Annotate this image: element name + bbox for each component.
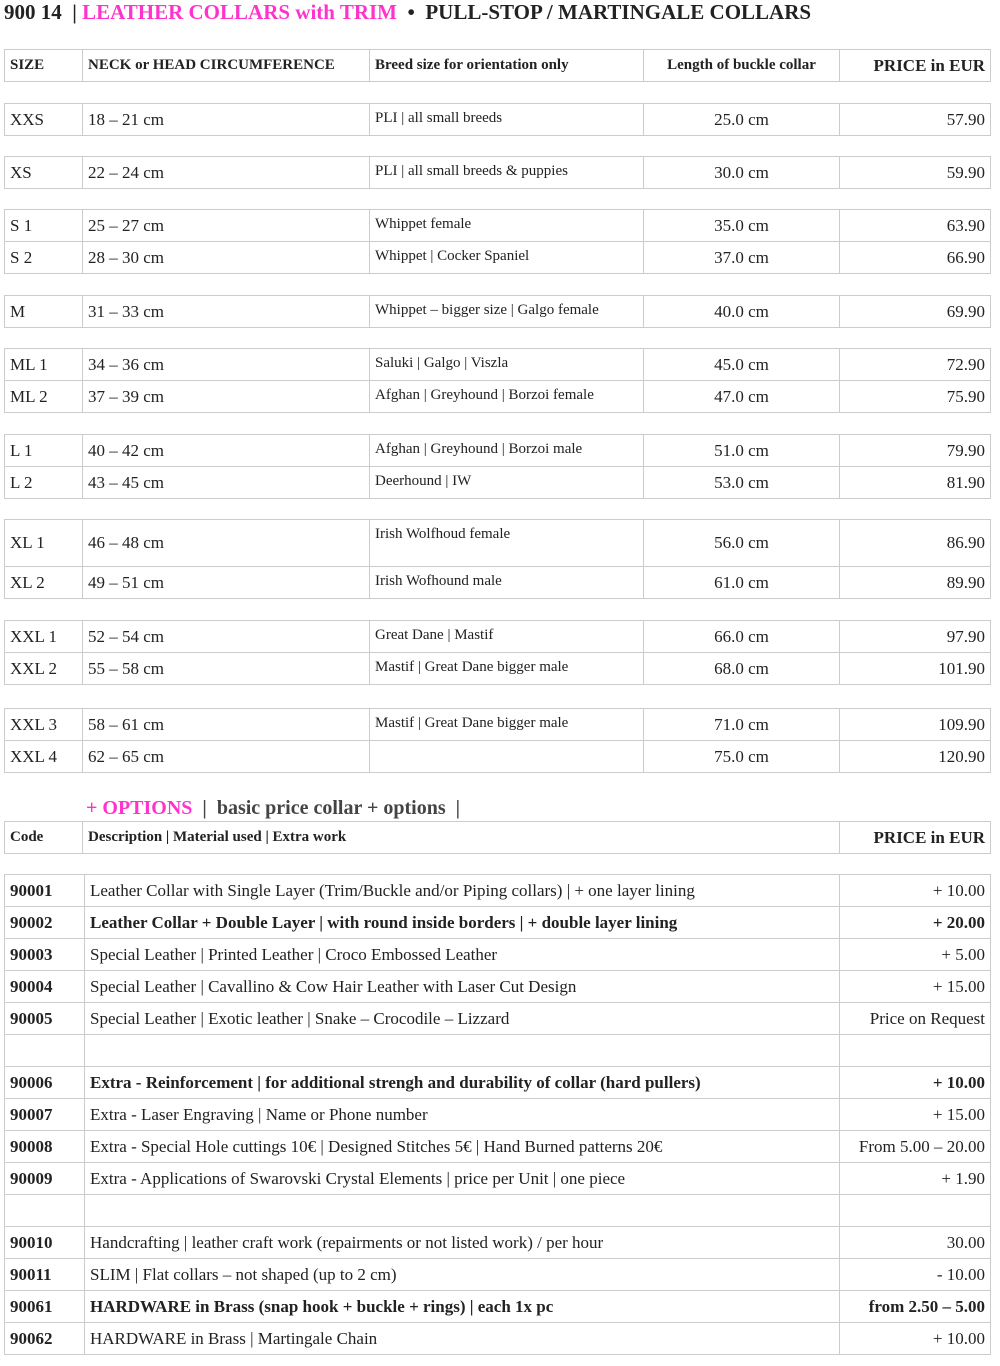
- breed-cell: Whippet female: [370, 210, 644, 242]
- length-cell: 56.0 cm: [644, 520, 840, 567]
- breed-cell: Afghan | Greyhound | Borzoi female: [370, 381, 644, 413]
- neck-cell: 34 – 36 cm: [83, 349, 370, 381]
- option-price: + 20.00: [840, 907, 991, 939]
- size-cell: L 1: [5, 435, 83, 467]
- price-cell: 79.90: [840, 435, 991, 467]
- option-price: + 5.00: [840, 939, 991, 971]
- size-group: [4, 156, 991, 189]
- breed-cell: Saluki | Galgo | Viszla: [370, 349, 644, 381]
- size-row: [5, 467, 991, 499]
- size-cell: S 1: [5, 210, 83, 242]
- header-length: Length of buckle collar: [644, 50, 840, 82]
- option-description: Handcrafting | leather craft work (repairments or not listed work) / per hour: [85, 1227, 840, 1259]
- option-code: 90008: [5, 1131, 85, 1163]
- neck-cell: 22 – 24 cm: [83, 157, 370, 189]
- size-row: [5, 157, 991, 189]
- size-row: [5, 242, 991, 274]
- price-cell: 86.90: [840, 520, 991, 567]
- size-row: [5, 653, 991, 685]
- length-cell: 35.0 cm: [644, 210, 840, 242]
- size-cell: XL 1: [5, 520, 83, 567]
- length-cell: 40.0 cm: [644, 296, 840, 328]
- price-cell: 75.90: [840, 381, 991, 413]
- price-cell: 109.90: [840, 709, 991, 741]
- header-breed: Breed size for orientation only: [370, 50, 644, 82]
- size-cell: ML 2: [5, 381, 83, 413]
- breed-cell: PLI | all small breeds & puppies: [370, 157, 644, 189]
- option-row: [5, 875, 991, 907]
- option-price: + 15.00: [840, 1099, 991, 1131]
- breed-cell: Whippet – bigger size | Galgo female: [370, 296, 644, 328]
- length-cell: 53.0 cm: [644, 467, 840, 499]
- options-title: [86, 797, 460, 820]
- neck-cell: 25 – 27 cm: [83, 210, 370, 242]
- title-separator: |: [72, 0, 77, 24]
- option-row: [5, 907, 991, 939]
- price-cell: 57.90: [840, 104, 991, 136]
- size-cell: XXL 2: [5, 653, 83, 685]
- size-row: [5, 381, 991, 413]
- price-cell: 89.90: [840, 567, 991, 599]
- neck-cell: 40 – 42 cm: [83, 435, 370, 467]
- option-code: 90006: [5, 1067, 85, 1099]
- price-cell: 66.90: [840, 242, 991, 274]
- size-group: [4, 519, 991, 599]
- size-row: [5, 567, 991, 599]
- option-code: 90004: [5, 971, 85, 1003]
- option-code: 90001: [5, 875, 85, 907]
- option-price: From 5.00 – 20.00: [840, 1131, 991, 1163]
- page-title: [4, 0, 811, 25]
- options-header-description: Description | Material used | Extra work: [83, 822, 840, 854]
- size-row: [5, 709, 991, 741]
- length-cell: 25.0 cm: [644, 104, 840, 136]
- option-description: Extra - Reinforcement | for additional strengh and durability of collar (hard pullers): [85, 1067, 840, 1099]
- price-cell: 101.90: [840, 653, 991, 685]
- size-cell: S 2: [5, 242, 83, 274]
- option-description: [85, 1195, 840, 1227]
- size-cell: XXL 3: [5, 709, 83, 741]
- breed-cell: Deerhound | IW: [370, 467, 644, 499]
- length-cell: 66.0 cm: [644, 621, 840, 653]
- option-code: 90010: [5, 1227, 85, 1259]
- option-code: 90009: [5, 1163, 85, 1195]
- size-group: [4, 620, 991, 685]
- size-group: [4, 348, 991, 413]
- neck-cell: 49 – 51 cm: [83, 567, 370, 599]
- option-code: 90003: [5, 939, 85, 971]
- size-row: [5, 210, 991, 242]
- size-group: [4, 434, 991, 499]
- size-cell: XXL 1: [5, 621, 83, 653]
- option-description: Special Leather | Cavallino & Cow Hair Leather with Laser Cut Design: [85, 971, 840, 1003]
- option-row: [5, 971, 991, 1003]
- size-cell: ML 1: [5, 349, 83, 381]
- option-row: [5, 1259, 991, 1291]
- price-cell: 59.90: [840, 157, 991, 189]
- breed-cell: Great Dane | Mastif: [370, 621, 644, 653]
- size-group: [4, 708, 991, 773]
- price-cell: 69.90: [840, 296, 991, 328]
- option-code: 90011: [5, 1259, 85, 1291]
- option-price: + 10.00: [840, 1067, 991, 1099]
- breed-cell: PLI | all small breeds: [370, 104, 644, 136]
- option-price: [840, 1195, 991, 1227]
- length-cell: 37.0 cm: [644, 242, 840, 274]
- option-price: 30.00: [840, 1227, 991, 1259]
- length-cell: 61.0 cm: [644, 567, 840, 599]
- size-cell: M: [5, 296, 83, 328]
- option-spacer-row: [5, 1195, 991, 1227]
- size-group: [4, 295, 991, 328]
- size-row: [5, 296, 991, 328]
- size-row: [5, 621, 991, 653]
- option-row: [5, 1067, 991, 1099]
- neck-cell: 43 – 45 cm: [83, 467, 370, 499]
- option-price: + 15.00: [840, 971, 991, 1003]
- option-row: [5, 1323, 991, 1355]
- price-cell: 72.90: [840, 349, 991, 381]
- options-header-code: Code: [5, 822, 83, 854]
- neck-cell: 28 – 30 cm: [83, 242, 370, 274]
- length-cell: 45.0 cm: [644, 349, 840, 381]
- option-price: [840, 1035, 991, 1067]
- length-cell: 75.0 cm: [644, 741, 840, 773]
- option-code: 90002: [5, 907, 85, 939]
- option-price: + 10.00: [840, 1323, 991, 1355]
- size-cell: XXL 4: [5, 741, 83, 773]
- option-row: [5, 939, 991, 971]
- neck-cell: 55 – 58 cm: [83, 653, 370, 685]
- option-row: [5, 1099, 991, 1131]
- neck-cell: 58 – 61 cm: [83, 709, 370, 741]
- option-description: Extra - Applications of Swarovski Crystal Elements | price per Unit | one piece: [85, 1163, 840, 1195]
- option-description: Special Leather | Printed Leather | Croco Embossed Leather: [85, 939, 840, 971]
- size-group: [4, 209, 991, 274]
- size-cell: XXS: [5, 104, 83, 136]
- neck-cell: 52 – 54 cm: [83, 621, 370, 653]
- size-row: [5, 349, 991, 381]
- options-header: [4, 821, 991, 854]
- option-description: Special Leather | Exotic leather | Snake – Crocodile – Lizzard: [85, 1003, 840, 1035]
- option-price: + 10.00: [840, 875, 991, 907]
- breed-cell: [370, 741, 644, 773]
- size-cell: XS: [5, 157, 83, 189]
- breed-cell: Irish Wolfhoud female: [370, 520, 644, 567]
- neck-cell: 31 – 33 cm: [83, 296, 370, 328]
- option-description: HARDWARE in Brass | Martingale Chain: [85, 1323, 840, 1355]
- options-table: [4, 874, 991, 1355]
- option-description: HARDWARE in Brass (snap hook + buckle + rings) | each 1x pc: [85, 1291, 840, 1323]
- header-neck: NECK or HEAD CIRCUMFERENCE: [83, 50, 370, 82]
- neck-cell: 37 – 39 cm: [83, 381, 370, 413]
- breed-cell: Afghan | Greyhound | Borzoi male: [370, 435, 644, 467]
- breed-cell: Mastif | Great Dane bigger male: [370, 653, 644, 685]
- neck-cell: 62 – 65 cm: [83, 741, 370, 773]
- title-code: 900 14: [4, 0, 62, 24]
- option-row: [5, 1163, 991, 1195]
- options-title-separator: |: [202, 797, 207, 819]
- price-cell: 120.90: [840, 741, 991, 773]
- option-description: Leather Collar with Single Layer (Trim/Buckle and/or Piping collars) | + one layer lining: [85, 875, 840, 907]
- option-description: SLIM | Flat collars – not shaped (up to 2 cm): [85, 1259, 840, 1291]
- size-row: [5, 435, 991, 467]
- option-price: - 10.00: [840, 1259, 991, 1291]
- length-cell: 30.0 cm: [644, 157, 840, 189]
- options-title-tail: |: [455, 797, 461, 819]
- option-description: [85, 1035, 840, 1067]
- option-row: [5, 1131, 991, 1163]
- option-code: [5, 1035, 85, 1067]
- size-group: [4, 103, 991, 136]
- neck-cell: 18 – 21 cm: [83, 104, 370, 136]
- options-title-accent: + OPTIONS: [86, 797, 193, 819]
- header-price: PRICE in EUR: [840, 50, 991, 82]
- option-price: + 1.90: [840, 1163, 991, 1195]
- length-cell: 51.0 cm: [644, 435, 840, 467]
- option-row: [5, 1227, 991, 1259]
- size-cell: L 2: [5, 467, 83, 499]
- option-code: 90007: [5, 1099, 85, 1131]
- length-cell: 71.0 cm: [644, 709, 840, 741]
- size-row: [5, 104, 991, 136]
- price-cell: 81.90: [840, 467, 991, 499]
- breed-cell: Mastif | Great Dane bigger male: [370, 709, 644, 741]
- title-rest: PULL-STOP / MARTINGALE COLLARS: [425, 0, 812, 24]
- size-row: [5, 741, 991, 773]
- sizes-header: [4, 49, 991, 82]
- option-code: 90061: [5, 1291, 85, 1323]
- options-title-text: basic price collar + options: [216, 797, 446, 819]
- title-bullet: •: [407, 0, 415, 24]
- neck-cell: 46 – 48 cm: [83, 520, 370, 567]
- price-cell: 97.90: [840, 621, 991, 653]
- length-cell: 47.0 cm: [644, 381, 840, 413]
- option-row: [5, 1003, 991, 1035]
- option-code: 90062: [5, 1323, 85, 1355]
- option-row: [5, 1291, 991, 1323]
- option-price: Price on Request: [840, 1003, 991, 1035]
- option-code: [5, 1195, 85, 1227]
- option-code: 90005: [5, 1003, 85, 1035]
- length-cell: 68.0 cm: [644, 653, 840, 685]
- header-size: SIZE: [5, 50, 83, 82]
- breed-cell: Irish Wofhound male: [370, 567, 644, 599]
- title-accent: LEATHER COLLARS with TRIM: [82, 0, 397, 24]
- breed-cell: Whippet | Cocker Spaniel: [370, 242, 644, 274]
- option-description: Extra - Special Hole cuttings 10€ | Designed Stitches 5€ | Hand Burned patterns 20€: [85, 1131, 840, 1163]
- option-description: Extra - Laser Engraving | Name or Phone number: [85, 1099, 840, 1131]
- options-header-price: PRICE in EUR: [840, 822, 991, 854]
- option-spacer-row: [5, 1035, 991, 1067]
- option-price: from 2.50 – 5.00: [840, 1291, 991, 1323]
- size-cell: XL 2: [5, 567, 83, 599]
- size-row: [5, 520, 991, 567]
- option-description: Leather Collar + Double Layer | with round inside borders | + double layer lining: [85, 907, 840, 939]
- price-cell: 63.90: [840, 210, 991, 242]
